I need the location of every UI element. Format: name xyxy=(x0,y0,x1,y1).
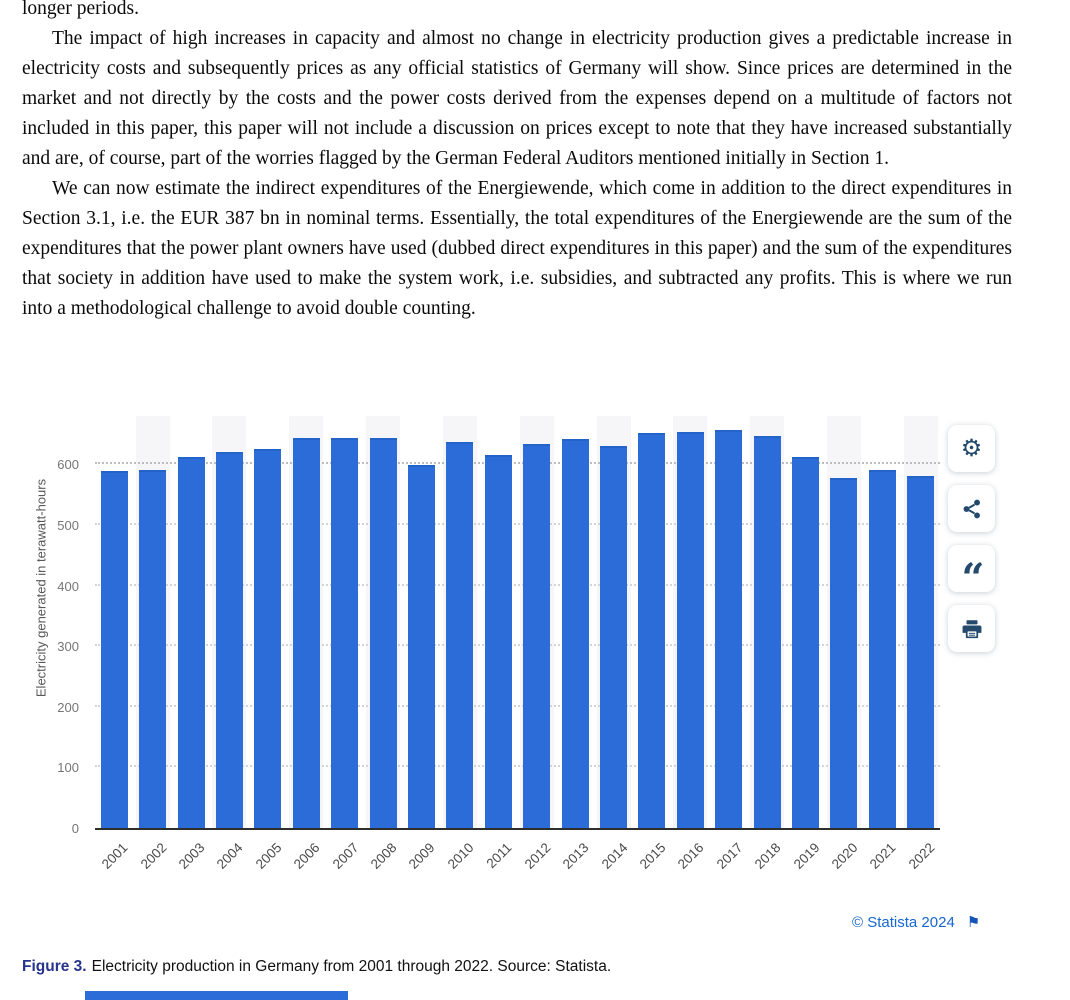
statista-chart xyxy=(0,408,1070,942)
bar-2005[interactable] xyxy=(254,449,281,828)
x-axis-label: 2012 xyxy=(521,840,554,872)
x-axis-label: 2016 xyxy=(675,840,707,872)
x-axis-label: 2009 xyxy=(406,840,439,872)
x-axis-label: 2002 xyxy=(137,840,170,872)
x-axis-label: 2001 xyxy=(98,840,131,872)
paper-body-text xyxy=(22,0,1012,324)
bar-2007[interactable] xyxy=(331,438,358,828)
statista-credit-link[interactable]: © Statista 2024 xyxy=(852,914,955,931)
bar-2008[interactable] xyxy=(370,438,397,828)
settings-gear-icon: ⚙ xyxy=(960,434,983,462)
bar-2022[interactable] xyxy=(907,476,934,828)
y-axis-title: Electricity generated in terawatt-hours xyxy=(33,478,49,698)
y-axis-tick-label: 500 xyxy=(57,518,79,534)
x-axis-labels xyxy=(95,832,940,907)
paragraph-tail: longer periods. xyxy=(22,0,139,19)
statista-credit xyxy=(852,913,980,931)
x-axis-label: 2005 xyxy=(252,840,285,872)
flag-icon[interactable]: ⚑ xyxy=(966,914,981,931)
bar-2013[interactable] xyxy=(562,439,589,828)
y-axis-tick-label: 200 xyxy=(57,699,79,715)
bar-2014[interactable] xyxy=(600,446,627,828)
paragraph: The impact of high increases in capacity and almost no change in electricity production gives a predictable increase in electricity costs and subsequently prices as any official statistics of Germany will show. Since prices are determined in the market and not directly by the costs and the power costs derived from the expenses depend on a multitude of factors not included in this paper, this paper will not include a discussion on prices except to note that they have increased substantially and are, of course, part of the worries flagged by the German Federal Auditors mentioned initially in Section 1. xyxy=(22,28,1012,169)
settings-button[interactable] xyxy=(948,425,995,472)
print-button[interactable] xyxy=(948,605,995,652)
y-axis-tick-label: 400 xyxy=(57,578,79,594)
figure-caption-label: Figure 3. xyxy=(22,958,87,975)
x-axis-label: 2008 xyxy=(367,840,400,872)
x-axis-label: 2017 xyxy=(713,840,746,872)
bar-2001[interactable] xyxy=(101,471,128,828)
cite-button[interactable]: “ xyxy=(948,545,995,592)
x-axis-label: 2021 xyxy=(867,840,899,872)
print-icon xyxy=(961,618,983,640)
x-axis-label: 2013 xyxy=(559,840,592,872)
chart-toolbar xyxy=(948,425,995,652)
x-axis-label: 2004 xyxy=(214,840,247,872)
y-axis-labels xyxy=(0,416,87,836)
figure-caption-text: Electricity production in Germany from 2001 through 2022. Source: Statista. xyxy=(91,958,612,975)
bar-2012[interactable] xyxy=(523,444,550,828)
y-axis-tick-label: 0 xyxy=(71,821,79,836)
bar-2010[interactable] xyxy=(446,442,473,828)
bar-2004[interactable] xyxy=(216,452,243,828)
x-axis-label: 2015 xyxy=(636,840,669,872)
share-button[interactable] xyxy=(948,485,995,532)
y-axis-tick-label: 300 xyxy=(57,639,79,655)
x-axis-label: 2018 xyxy=(751,840,784,872)
bar-2011[interactable] xyxy=(485,455,512,828)
x-axis-label: 2022 xyxy=(905,840,938,872)
bar-2019[interactable] xyxy=(792,457,819,828)
y-axis-tick-label: 600 xyxy=(57,457,79,473)
paragraph: We can now estimate the indirect expenditures of the Energiewende, which come in addition to the direct expenditures in Section 3.1, i.e. the EUR 387 bn in nominal terms. Essentially, the total expenditures of the Energiewende are the sum of the expenditures that the power plant owners have used (dubbed direct expenditures in this paper) and the sum of the expenditures that society in addition have used to make the system work, i.e. subsidies, and subtracted any profits. This is where we run into a methodological challenge to avoid double counting. xyxy=(22,178,1012,319)
plot-area xyxy=(95,416,940,830)
x-axis-label: 2003 xyxy=(175,840,208,872)
x-axis-label: 2007 xyxy=(329,840,362,872)
bar-2016[interactable] xyxy=(677,432,704,828)
figure-caption xyxy=(22,958,611,976)
bar-2009[interactable] xyxy=(408,465,435,828)
x-axis-label: 2019 xyxy=(790,840,823,872)
bar-2018[interactable] xyxy=(754,436,781,828)
share-icon xyxy=(961,498,983,520)
bar-2020[interactable] xyxy=(830,478,857,828)
x-axis-label: 2011 xyxy=(483,840,515,872)
x-axis-label: 2020 xyxy=(828,840,861,872)
bar-2015[interactable] xyxy=(638,433,665,828)
y-axis-tick-label: 100 xyxy=(57,760,79,776)
x-axis-label: 2010 xyxy=(444,840,477,872)
cut-off-blue-bar xyxy=(85,991,348,1000)
bar-2017[interactable] xyxy=(715,430,742,828)
bar-2006[interactable] xyxy=(293,438,320,828)
bar-2003[interactable] xyxy=(178,457,205,828)
bar-2021[interactable] xyxy=(869,470,896,828)
bar-2002[interactable] xyxy=(139,470,166,828)
x-axis-label: 2014 xyxy=(598,840,631,872)
x-axis-label: 2006 xyxy=(291,840,323,872)
